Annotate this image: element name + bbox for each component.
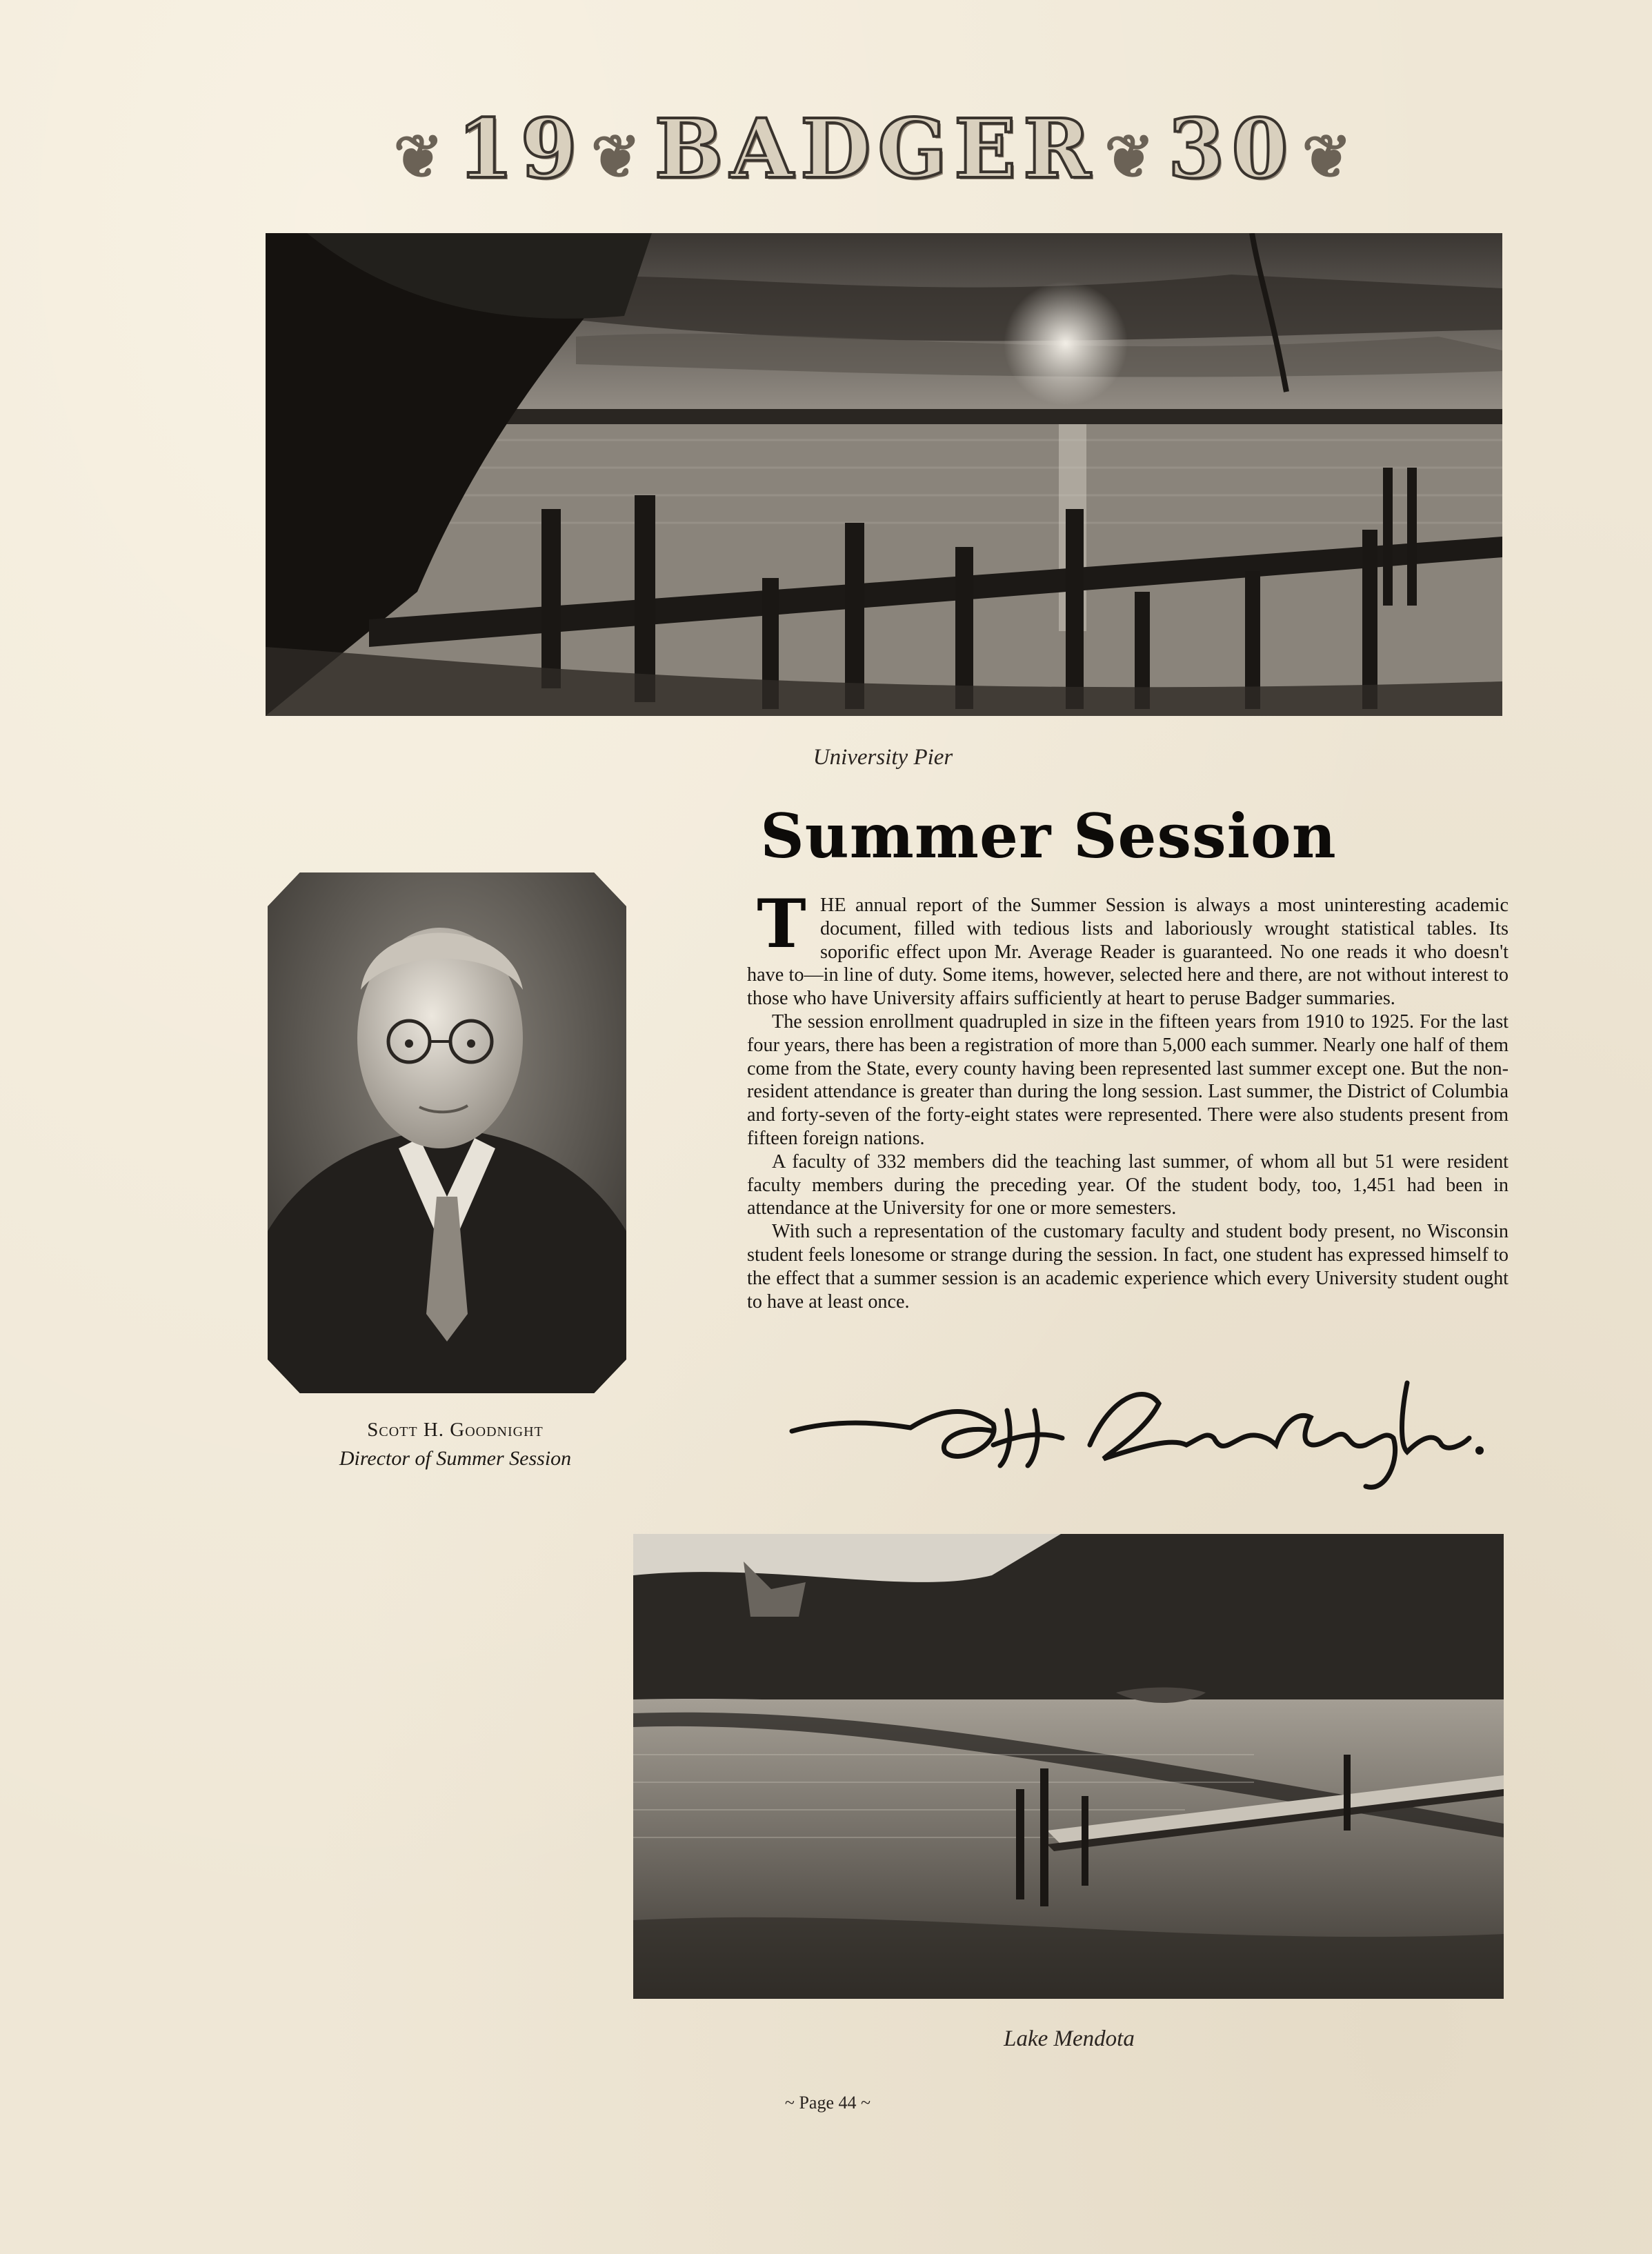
ornament-icon: ❦ [590,121,648,192]
article-paragraph: A faculty of 332 members did the teaching last summer, of whom all but 51 were resident faculty members during the preceding year. Of the student body, too, 1,451 had been in attendance at the University for one or more semesters. [747,1150,1509,1219]
masthead-word: BADGER [654,100,1098,197]
masthead-year-left: 19 [457,100,584,197]
article-paragraph: The session enrollment quadrupled in size in the fifteen years from 1910 to 1925. For the last four years, there has been a registration of more than 5,000 each summer. Nearly one half of them come from the State, every county having been represented last summer except one. But the non-resident attendance is greater than during the long session. Last summer, the District of Columbia and forty-seven of the forty-eight states were represented. There were also students present from fifteen foreign nations. [747,1010,1509,1149]
portrait-caption [276,1415,635,1473]
article-paragraph [747,885,1509,1010]
director-name: Scott H. Goodnight [367,1419,544,1441]
director-portrait [268,872,626,1393]
page-number: ~ Page 44 ~ [784,2093,871,2113]
ornament-icon: ❦ [1302,121,1359,192]
lake-caption: Lake Mendota [1004,2026,1135,2051]
masthead-year-right: 30 [1168,100,1295,197]
director-title: Director of Summer Session [339,1447,572,1470]
article-paragraph: With such a representation of the customary faculty and student body present, no Wisconsin student feels lonesome or strange during the session. In fact, one student has expressed himself to the effect that a summer session is an academic experience which every University student ought to have at least once. [747,1221,1509,1313]
university-pier-photo [266,233,1502,716]
lake-mendota-photo [633,1534,1504,1999]
ornament-icon: ❦ [1104,121,1162,192]
ornament-icon: ❦ [393,121,450,192]
masthead-title [386,101,1365,197]
director-signature [786,1369,1490,1507]
article-body [747,885,1509,1313]
masthead [248,100,1504,197]
drop-cap: T [757,885,806,963]
article-title: Summer Session [760,800,1337,872]
paragraph-text: HE annual report of the Summer Session is always a most uninteresting academic document, filled with tedious lists and laboriously wrought statistical tables. Its soporific effect upon Mr. Average Reader is guaranteed. No one reads it who doesn't have to—in line of duty. Some items, however, selected here and there, are not without interest to those who have University affairs sufficiently at heart to peruse Badger summaries. [747,895,1509,1010]
pier-caption: University Pier [813,745,953,770]
